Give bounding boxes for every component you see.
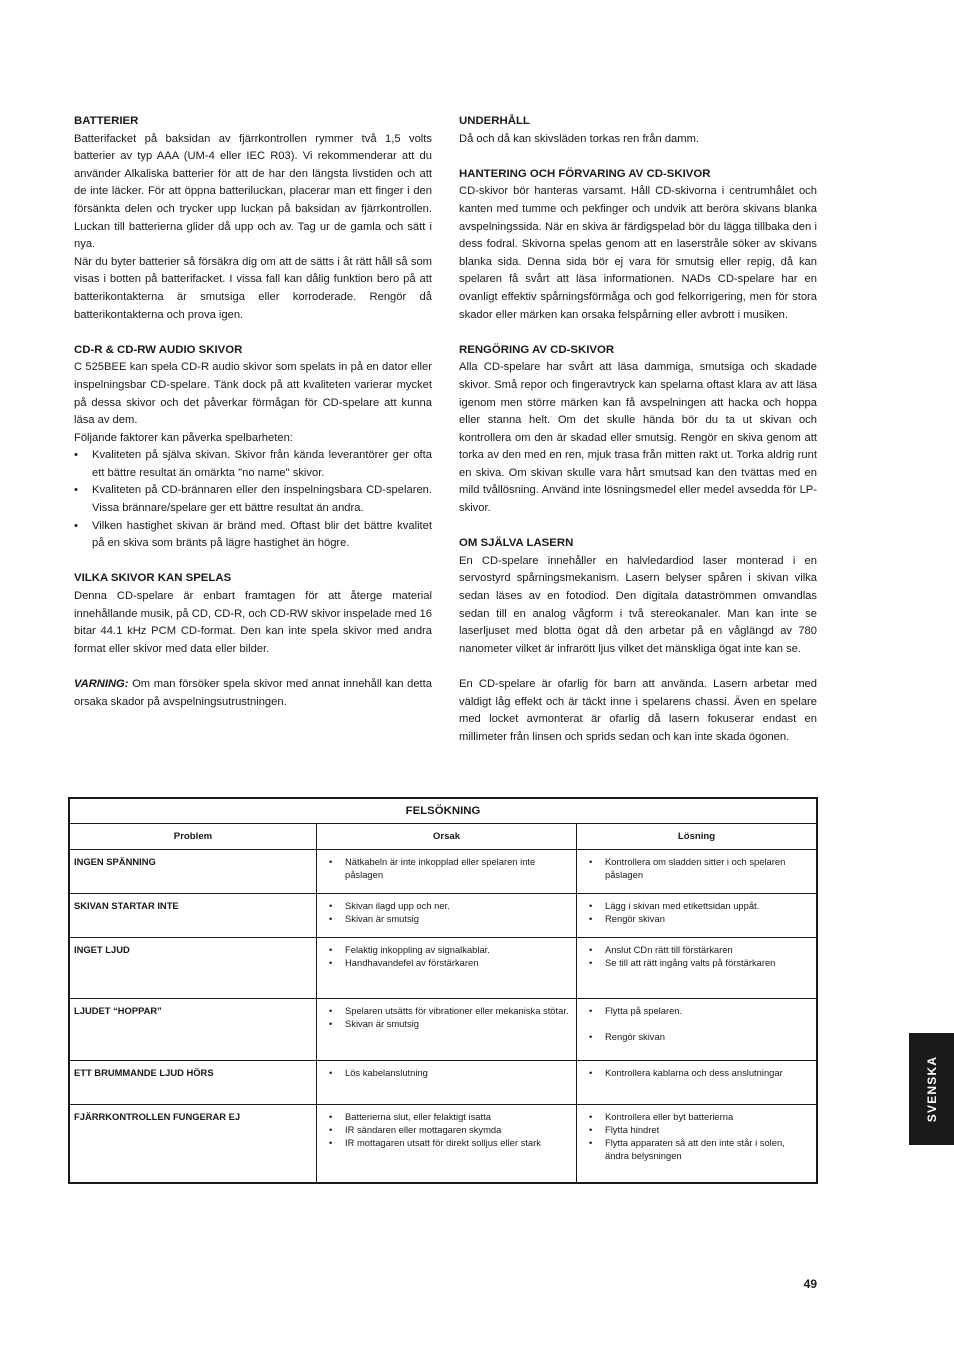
- paragraph: Då och då kan skivsläden torkas ren från damm.: [459, 132, 700, 145]
- paragraph: C 525BEE kan spela CD-R audio skivor som spelats in på en dator eller inspelningsbar CD-spelare. Tänk dock på att kvaliteten varierar mycket på dessa skivor och det påverkar förmågan för CD-spelare att kunna läsa av dem.: [74, 361, 432, 427]
- language-tab: [909, 1033, 954, 1145]
- section-hantering: [459, 166, 817, 324]
- list-item: • Kontrollera kablarna och dess anslutningar: [589, 1066, 810, 1079]
- list-item: • Skivan är smutsig: [329, 912, 570, 925]
- solution-cell: [577, 999, 818, 1061]
- list-item: • Kontrollera eller byt batterierna: [589, 1110, 810, 1123]
- list-item: • Spelaren utsätts för vibrationer eller mekaniska stötar.: [329, 1004, 570, 1017]
- problem-cell: INGET LJUD: [69, 938, 317, 999]
- paragraph: Alla CD-spelare har svårt att läsa dammiga, smutsiga och skadade skivor. Små repor och fingeravtryck kan spelarna oftast klara av att läsa igenom men större märken kan få avspelningen att hacka och hoppa eller stanna helt. Om det skulle hända bör du ta ut skivan och kontrollera om den är skadad eller smutsig. Rengör en skiva genom att torka av den med en ren, mjuk trasa från mitten rakt ut. Torka aldrig runt en skiva. Om skivan skulle vara hårt smutsad kan den tvättas med en mild tvållösning. Använd inte lösningsmedel eller medel avsedda för LP-skivor.: [459, 361, 817, 515]
- list-item: • Vilken hastighet skivan är bränd med. Oftast blir det bättre kvalitet på en skiva som bränts på lägre hastighet än högre.: [74, 518, 432, 553]
- list-item: • Felaktig inkoppling av signalkablar.: [329, 943, 570, 956]
- list-item: • Kvaliteten på CD-brännaren eller den inspelningsbara CD-spelaren. Vissa brännare/spelare ger ett bättre resultat än andra.: [74, 482, 432, 517]
- list-item: • IR mottagaren utsatt för direkt solljus eller stark: [329, 1136, 570, 1149]
- troubleshooting-table: [68, 797, 818, 1184]
- warning-text: Om man försöker spela skivor med annat innehåll kan detta orsaka skador på avspelningsutrustningen.: [74, 678, 432, 708]
- solution-cell: [577, 1061, 818, 1105]
- section-heading: RENGÖRING AV CD-SKIVOR: [459, 343, 615, 356]
- table-header-row: [69, 824, 817, 850]
- list-item: • Flytta hindret: [589, 1123, 810, 1136]
- left-column: [74, 113, 432, 729]
- warning-label: VARNING:: [74, 678, 129, 690]
- list-item: • Se till att rätt ingång valts på förstärkaren: [589, 956, 810, 969]
- list-item: • Nätkabeln är inte inkopplad eller spelaren inte påslagen: [329, 855, 570, 881]
- section-lasern: [459, 535, 817, 746]
- table-row: [69, 938, 817, 999]
- column-header-problem: Problem: [69, 824, 317, 850]
- table-row: [69, 1105, 817, 1183]
- solution-cell: [577, 850, 818, 894]
- cause-cell: [317, 1061, 577, 1105]
- language-label: SVENSKA: [924, 1055, 939, 1123]
- list-item: • Skivan ilagd upp och ner.: [329, 899, 570, 912]
- problem-cell: ETT BRUMMANDE LJUD HÖRS: [69, 1061, 317, 1105]
- list-item: • Skivan är smutsig: [329, 1017, 570, 1030]
- list-item: • Kvaliteten på själva skivan. Skivor från kända leverantörer ger ofta ett bättre resultat än omärkta "no name" skivor.: [74, 447, 432, 482]
- problem-cell: FJÄRRKONTROLLEN FUNGERAR EJ: [69, 1105, 317, 1183]
- cause-cell: [317, 938, 577, 999]
- section-heading: HANTERING OCH FÖRVARING AV CD-SKIVOR: [459, 167, 711, 180]
- section-vilka-skivor: [74, 570, 432, 711]
- list-item: • IR sändaren eller mottagaren skymda: [329, 1123, 570, 1136]
- problem-cell: INGEN SPÄNNING: [69, 850, 317, 894]
- column-header-orsak: Orsak: [317, 824, 577, 850]
- solution-cell: [577, 894, 818, 938]
- list-item: • Batterierna slut, eller felaktigt isatta: [329, 1110, 570, 1123]
- paragraph: Följande faktorer kan påverka spelbarheten:: [74, 431, 293, 444]
- section-heading: OM SJÄLVA LASERN: [459, 537, 574, 550]
- problem-cell: SKIVAN STARTAR INTE: [69, 894, 317, 938]
- list-item: • Rengör skivan: [589, 1030, 810, 1043]
- list-item: • Kontrollera om sladden sitter i och spelaren påslagen: [589, 855, 810, 881]
- section-heading: UNDERHÅLL: [459, 115, 530, 127]
- section-cdr: [74, 342, 432, 553]
- page-number: 49: [803, 1277, 817, 1291]
- list-item: • Flytta på spelaren.: [589, 1004, 810, 1017]
- list-item: • Anslut CDn rätt till förstärkaren: [589, 943, 810, 956]
- paragraph: CD-skivor bör hanteras varsamt. Håll CD-skivorna i centrumhålet och kanten med tumme och pekfinger och undvik att beröra skivans blanka avspelningssida. När en skiva är färdigspelad bör du lägga tillbaka den i dess fodral. Skivorna spelas genom att en laserstråle söker av skivans blanka sida. Denna sida bör ej vara för smutsig eller repig, då kan spelaren få svårt att läsa informationen. NADs CD-spelare har en ovanligt effektiv spårningsförmåga och god felkorrigering, men för stora skador eller märken kan orsaka felspårning eller avbrott i musiken.: [459, 185, 817, 321]
- section-batterier: [74, 113, 432, 324]
- paragraph: En CD-spelare är ofarlig för barn att använda. Lasern arbetar med väldigt låg effekt och är täckt inne i spelarens chassi. Även en spelare med locket avmonterat är ofarlig då lasern fokuserar endast en millimeter från linsen och sprids sedan och kan inte skada ögonen.: [459, 678, 817, 743]
- paragraph: Batterifacket på baksidan av fjärrkontrollen rymmer två 1,5 volts batterier av typ AAA (UM-4 eller IEC R03). Vi rekommenderar att du använder Alkaliska batterier för att de har den längsta livstiden och att de inte läcker. För att öppna batteriluckan, placerar man ett finger i den försänkta delen och trycker upp luckan på baksidan av fjärrkontrollen. Luckan till batterierna glider då upp och av. Tag ur de gamla och sätt i nya.: [74, 132, 432, 251]
- cause-cell: [317, 999, 577, 1061]
- list-item: • Lägg i skivan med etikettsidan uppåt.: [589, 899, 810, 912]
- list-item: • Lös kabelanslutning: [329, 1066, 570, 1079]
- warning-paragraph: [74, 676, 432, 711]
- list-item: • Handhavandefel av förstärkaren: [329, 956, 570, 969]
- problem-cell: LJUDET “HOPPAR”: [69, 999, 317, 1061]
- table-title: FELSÖKNING: [69, 798, 817, 824]
- table-row: [69, 894, 817, 938]
- section-underhall: [459, 113, 817, 148]
- list-item: • Rengör skivan: [589, 912, 810, 925]
- right-column: [459, 113, 817, 764]
- section-heading: BATTERIER: [74, 115, 139, 127]
- paragraph: När du byter batterier så försäkra dig om att de sätts i åt rätt håll så som visas i botten på batterifacket. I vissa fall kan dålig funktion bero på att batterikontakterna är smutsiga eller korroderade. Rengör då batterikontakterna och prova igen.: [74, 255, 432, 321]
- paragraph: Denna CD-spelare är enbart framtagen för att återge material innehållande musik, på CD, CD-R, och CD-RW skivor inspelade med 16 bitar 44.1 kHz PCM CD-format. Den kan inte spela skivor med andra format eller skivor med data eller bilder.: [74, 590, 432, 655]
- solution-cell: [577, 1105, 818, 1183]
- list-item: • Flytta apparaten så att den inte står i solen, ändra belysningen: [589, 1136, 810, 1162]
- column-header-losning: Lösning: [577, 824, 818, 850]
- section-heading: CD-R & CD-RW AUDIO SKIVOR: [74, 343, 243, 356]
- cause-cell: [317, 894, 577, 938]
- paragraph: En CD-spelare innehåller en halvledardiod laser monterad i en servostyrd spårningsmekanism. Lasern belyser spåren i skivan vilka sedan läses av en fotodiod. Den digitala dataströmmen omvandlas sedan till en analog vågform i två stereokanaler. Man kan inte se laserljuset med blotta ögat då den arbetar på en våglängd av 780 nanometer vilket är infrarött ljus vilket det mänskliga ögat inte kan se.: [459, 554, 817, 655]
- table-title-row: [69, 798, 817, 824]
- cause-cell: [317, 1105, 577, 1183]
- cause-cell: [317, 850, 577, 894]
- table-row: [69, 999, 817, 1061]
- section-heading: VILKA SKIVOR KAN SPELAS: [74, 572, 232, 585]
- table-row: [69, 1061, 817, 1105]
- factor-list: [74, 447, 432, 553]
- solution-cell: [577, 938, 818, 999]
- section-rengoring: [459, 342, 817, 518]
- table-row: [69, 850, 817, 894]
